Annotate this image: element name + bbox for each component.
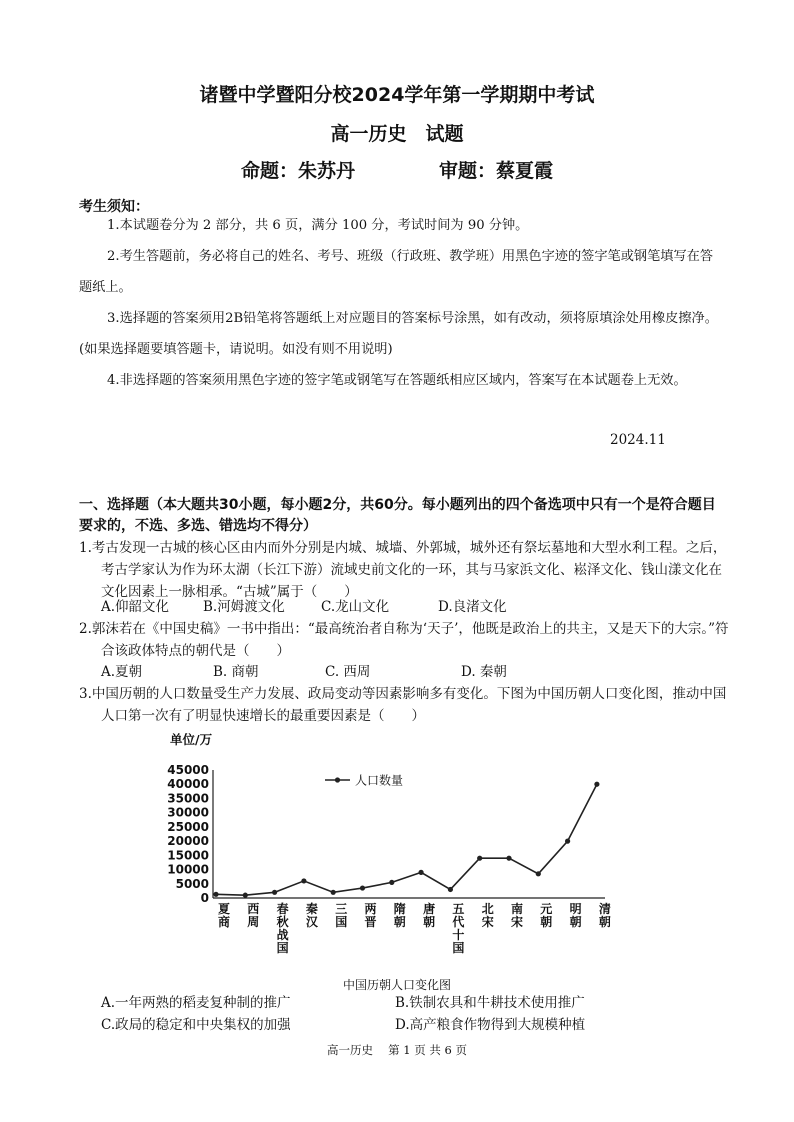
data-point xyxy=(389,880,394,885)
question-3-options xyxy=(101,992,585,1014)
x-tick-label: 秦汉 xyxy=(305,902,318,929)
data-point xyxy=(594,782,599,787)
data-point xyxy=(536,871,541,876)
question-2-options xyxy=(101,661,507,683)
authors-line xyxy=(0,156,794,183)
chart-ylabel: 单位/万 xyxy=(170,732,213,747)
y-tick-label: 45000 xyxy=(167,763,209,777)
option: C. 西周 xyxy=(325,664,371,680)
chart-caption: 中国历朝人口变化图 xyxy=(342,978,451,992)
data-point xyxy=(331,890,336,895)
y-tick-label: 0 xyxy=(200,891,209,905)
x-tick-label: 清朝 xyxy=(598,902,611,929)
data-point xyxy=(272,890,277,895)
legend-label: 人口数量 xyxy=(355,773,404,788)
y-tick-label: 40000 xyxy=(167,777,209,792)
option: A.一年两熟的稻麦复种制的推广 xyxy=(101,995,291,1011)
notice-item: 3.选择题的答案须用2B铅笔将答题纸上对应题目的答案标号涂黑，如有改动，须将原填涂处用橡皮擦净。(如果选择题要填答题卡，请说明。如没有则不用说明) xyxy=(79,311,718,357)
x-tick-label: 西周 xyxy=(247,902,260,929)
data-point xyxy=(360,885,365,890)
question-stem: 2.郭沫若在《中国史稿》一书中指出：“最高统治者自称为‘天子’，他既是政治上的共主，又是天下的大宗。”符合该政体特点的朝代是（ ） xyxy=(79,621,729,659)
data-point xyxy=(243,893,248,898)
x-tick-label: 南宋 xyxy=(510,902,524,929)
data-point xyxy=(419,870,424,875)
chart-legend xyxy=(325,773,403,788)
option: C.龙山文化 xyxy=(321,599,390,615)
x-tick-label: 两晋 xyxy=(364,902,377,929)
question-3 xyxy=(79,683,729,727)
option: A.夏朝 xyxy=(101,664,143,680)
subject-title: 高一历史 试题 xyxy=(330,123,464,145)
y-tick-label: 25000 xyxy=(167,819,209,834)
page-footer: 高一历史 第 1 页 共 6 页 xyxy=(326,1043,468,1057)
setter: 命题：朱苏丹 xyxy=(240,160,355,182)
notice-list xyxy=(79,210,719,396)
exam-title: 诸暨中学暨阳分校2024学年第一学期期中考试 xyxy=(199,84,595,106)
population-chart xyxy=(150,728,620,968)
question-stem: 3.中国历朝的人口数量受生产力发展、政局变动等因素影响多有变化。下图为中国历朝人口变化图，推动中国人口第一次有了明显快速增长的最重要因素是（ ） xyxy=(79,686,727,724)
x-tick-label: 五代十国 xyxy=(452,902,465,955)
y-tick-label: 35000 xyxy=(167,791,209,806)
option: A.仰韶文化 xyxy=(101,599,170,615)
y-tick-label: 10000 xyxy=(167,862,209,877)
data-point xyxy=(301,878,306,883)
x-tick-label: 春秋战国 xyxy=(276,902,289,955)
data-point xyxy=(213,892,218,897)
x-tick-label: 元朝 xyxy=(540,902,553,929)
y-tick-label: 5000 xyxy=(175,876,209,891)
data-point xyxy=(565,839,570,844)
option: B.铁制农具和牛耕技术使用推广 xyxy=(395,995,585,1011)
reviewer: 审题：蔡夏霞 xyxy=(439,160,554,182)
option: D.良渚文化 xyxy=(438,599,507,615)
y-tick-label: 20000 xyxy=(167,834,209,849)
x-tick-label: 明朝 xyxy=(569,902,582,929)
question-3-options-2 xyxy=(101,1014,585,1036)
data-point xyxy=(506,856,511,861)
x-tick-label: 夏商 xyxy=(217,902,231,929)
x-tick-label: 北宋 xyxy=(481,902,494,929)
question-stem: 1.考古发现一古城的核心区由内而外分别是内城、城墙、外郭城，城外还有祭坛墓地和大型水利工程。之后，考古学家认为作为环太湖（长江下游）流域史前文化的一环，其与马家浜文化、崧泽文化、钱山漾文化在文化因素上一脉相承。“古城”属于（ ） xyxy=(79,540,727,600)
question-1-options xyxy=(101,596,507,618)
notice-heading: 考生须知： xyxy=(79,199,149,215)
y-tick-label: 30000 xyxy=(167,805,209,820)
section-heading: 一、选择题（本大题共30小题，每小题2分，共60分。每小题列出的四个备选项中只有一个是符合题目要求的，不选、多选、错选均不得分） xyxy=(79,497,716,534)
question-1 xyxy=(79,537,729,603)
option: D. 秦朝 xyxy=(461,664,507,680)
series-line xyxy=(216,784,597,895)
x-tick-label: 三国 xyxy=(335,902,348,929)
option: D.高产粮食作物得到大规模种植 xyxy=(395,1017,586,1033)
notice-item: 1.本试题卷分为 2 部分，共 6 页，满分 100 分，考试时间为 90 分钟。 xyxy=(107,218,529,233)
notice-item: 2.考生答题前，务必将自己的姓名、考号、班级（行政班、教学班）用黑色字迹的签字笔或钢笔填写在答题纸上。 xyxy=(79,249,714,295)
exam-date: 2024.11 xyxy=(610,432,666,448)
notice-item: 4.非选择题的答案须用黑色字迹的签字笔或钢笔写在答题纸相应区域内，答案写在本试题卷上无效。 xyxy=(107,373,687,388)
data-point xyxy=(477,856,482,861)
option: C.政局的稳定和中央集权的加强 xyxy=(101,1017,291,1033)
question-2 xyxy=(79,618,729,662)
y-tick-label: 15000 xyxy=(167,848,209,863)
data-point xyxy=(448,887,453,892)
x-tick-label: 唐朝 xyxy=(423,902,436,929)
option: B. 商朝 xyxy=(213,664,259,680)
x-tick-label: 隋朝 xyxy=(393,902,406,929)
option: B.河姆渡文化 xyxy=(203,599,285,615)
